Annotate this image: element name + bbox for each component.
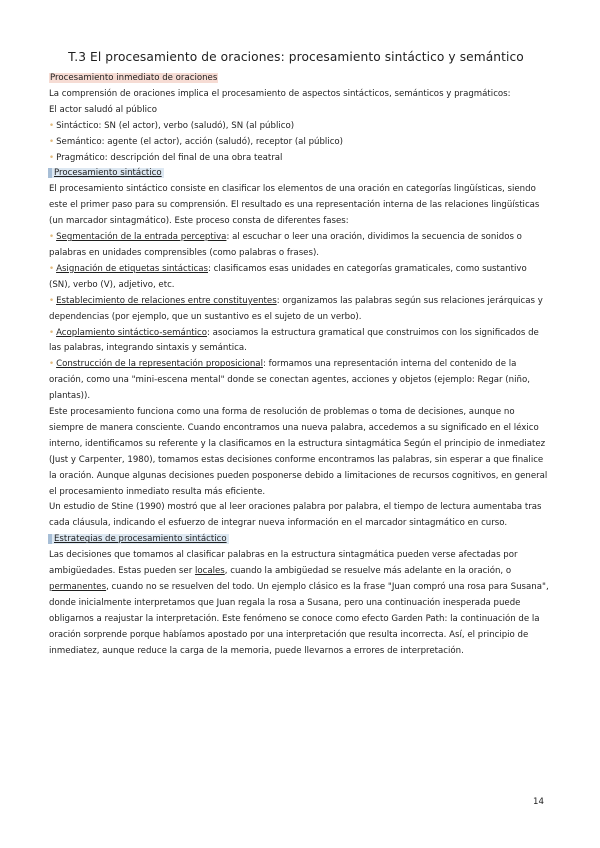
section-heading-syntactic (49, 166, 549, 182)
bullet-dot-icon: • (49, 295, 55, 306)
bullet-dot-icon: • (49, 327, 55, 338)
phase-list (49, 230, 549, 405)
list-item: • Segmentación de la entrada perceptiva: al escuchar o leer una oración, dividimos la secuencia de sonidos o palabras en unidades comprensibles (como palabras o frases). (49, 232, 522, 258)
bullet-dot-icon: • (49, 359, 55, 370)
paragraph-syntactic: El procesamiento sintáctico consiste en clasificar los elementos de una oración en categorías lingüísticas, siendo este el primer paso para su comprensión. El resultado es una representación interna de las relaciones lingüísticas (un marcador sintagmático). Este proceso consta de diferentes fases: (49, 184, 540, 227)
document-body (49, 71, 549, 660)
bullet-dot-icon: • (49, 136, 55, 147)
document-page (49, 48, 549, 660)
paragraph-intro: La comprensión de oraciones implica el procesamiento de aspectos sintácticos, semánticos y pragmáticos: (49, 88, 511, 99)
example-sentence: El actor saludó al público (49, 104, 157, 115)
section-heading-strategies (49, 532, 549, 548)
bullet-dot-icon: • (49, 232, 55, 243)
list-item: • Establecimiento de relaciones entre constituyentes: organizamos las palabras según sus relaciones jerárquicas y dependencias (por ejemplo, que un sustantivo es el sujeto de un verbo). (49, 295, 543, 322)
pink-highlight: Procesamiento inmediato de oraciones (50, 73, 218, 83)
blue-highlight: Procesamiento sintáctico (48, 168, 164, 178)
blue-highlight: Estrategias de procesamiento sintáctico (48, 534, 229, 544)
paragraph-ambiguity: Las decisiones que tomamos al clasificar palabras en la estructura sintagmática pueden verse afectadas por ambigüedades. Estas pueden ser locales, cuando la ambigüedad se resuelve más adelante en la oración, o permanentes, cuando no se resuelven del todo. Un ejemplo clásico es la frase "Juan compró una rosa para Susana", donde inicialmente interpretamos que Juan regala la rosa a Susana, pero una continuación inesperada puede obligarnos a reajustar la interpretación. Este fenómeno se conoce como efecto Garden Path: la continuación de la oración sorprende porque habíamos apostado por una interpretación que resulta incorrecta. Así, el principio de inmediatez, aunque reduce la carga de la memoria, puede llevarnos a errores de interpretación. (49, 550, 549, 656)
paragraph-immediacy: Este procesamiento funciona como una forma de resolución de problemas o toma de decisiones, aunque no siempre de manera consciente. Cuando encontramos una nueva palabra, accedemos a su significado en el léxico interno, identificamos su referente y la clasificamos en la estructura sintagmática Según el principio de inmediatez (Just y Carpenter, 1980), tomamos estas decisiones conforme encontramos las palabras, sin esperar a que finalice la oración. Aunque algunas decisiones pueden posponerse debido a limitaciones de recursos cognitivos, en general el procesamiento inmediato resulta más eficiente. (49, 407, 548, 497)
section-heading-immediate (49, 71, 549, 87)
list-item: • Asignación de etiquetas sintácticas: clasificamos esas unidades en categorías gramaticales, como sustantivo (SN), verbo (V), adjetivo, etc. (49, 263, 527, 290)
list-item: • Acoplamiento sintáctico-semántico: asociamos la estructura gramatical que construimos con los significados de las palabras, integrando sintaxis y semántica. (49, 327, 539, 354)
bullet-dot-icon: • (49, 120, 55, 131)
bullet-list-levels (49, 119, 549, 167)
page-title: T.3 El procesamiento de oraciones: procesamiento sintáctico y semántico (68, 50, 524, 64)
term-permanentes: permanentes (49, 582, 107, 592)
bullet-dot-icon: • (49, 263, 55, 274)
bullet-dot-icon: • (49, 152, 55, 163)
page-number: 14 (533, 797, 544, 807)
list-item: • Semántico: agente (el actor), acción (saludó), receptor (al público) (49, 136, 344, 147)
list-item: • Pragmático: descripción del final de una obra teatral (49, 152, 283, 163)
list-item: • Sintáctico: SN (el actor), verbo (saludó), SN (al público) (49, 120, 295, 131)
list-item: • Construcción de la representación proposicional: formamos una representación interna del contenido de la oración, como una "mini-escena mental" donde se conectan agentes, acciones y objetos (ejemplo: Regar (niño, plantas)). (49, 359, 530, 402)
paragraph-stine: Un estudio de Stine (1990) mostró que al leer oraciones palabra por palabra, el tiempo de lectura aumentaba tras cada cláusula, indicando el esfuerzo de integrar nueva información en el marcador sintagmático en curso. (49, 502, 542, 529)
term-locales: locales (194, 566, 225, 577)
